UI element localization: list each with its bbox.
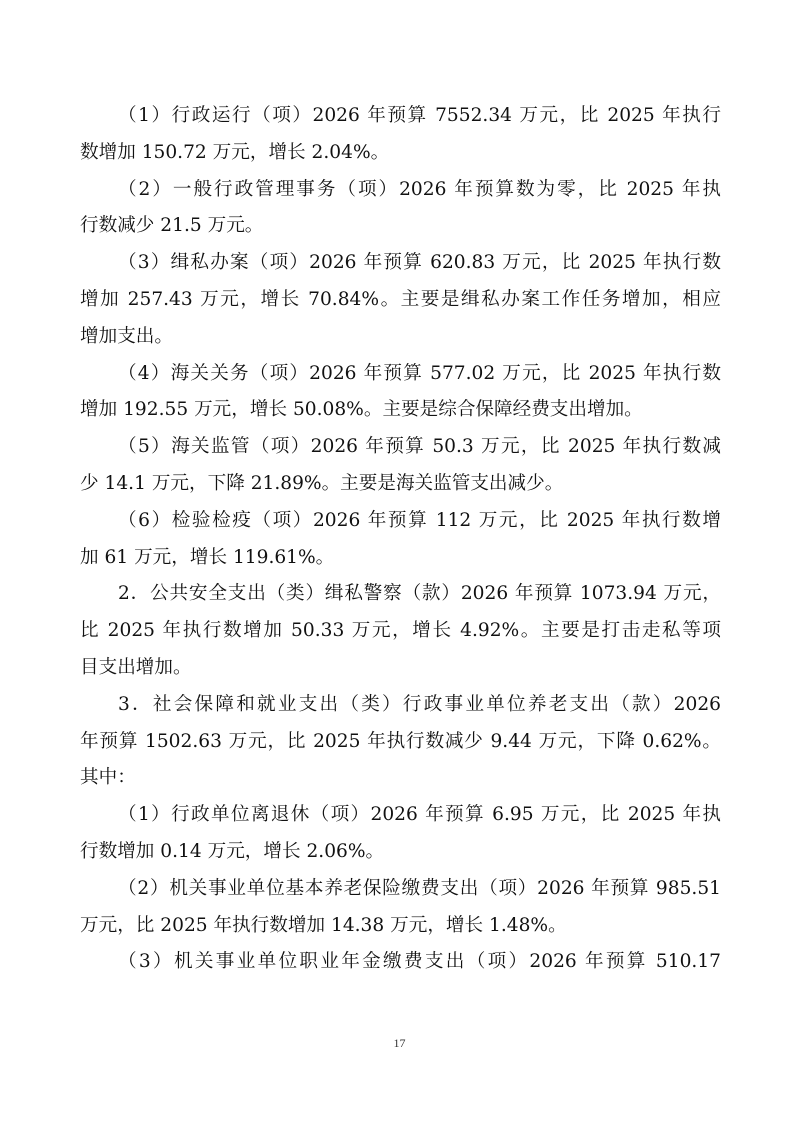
text-line: 少 14.1 万元，下降 21.89%。主要是海关监管支出减少。 — [80, 472, 564, 494]
body-text — [80, 98, 721, 981]
text-line: （3）机关事业单位职业年金缴费支出（项）2026 年预算 510.17 — [118, 951, 721, 973]
text-line: （2）机关事业单位基本养老保险缴费支出（项）2026 年预算 985.51 — [118, 877, 721, 899]
text-line: （5）海关监管（项）2026 年预算 50.3 万元，比 2025 年执行数减 — [118, 436, 721, 458]
text-line: （1）行政单位离退休（项）2026 年预算 6.95 万元，比 2025 年执 — [118, 804, 721, 826]
text-line: （2）一般行政管理事务（项）2026 年预算数为零，比 2025 年执 — [118, 178, 721, 200]
text-line: （3）缉私办案（项）2026 年预算 620.83 万元，比 2025 年执行数 — [118, 252, 721, 274]
text-line: 比 2025 年执行数增加 50.33 万元，增长 4.92%。主要是打击走私等项 — [80, 620, 721, 642]
text-line: 增加 192.55 万元，增长 50.08%。主要是综合保障经费支出增加。 — [80, 399, 643, 421]
text-line: 增加 257.43 万元，增长 70.84%。主要是缉私办案工作任务增加，相应 — [80, 288, 721, 310]
text-line: （4）海关关务（项）2026 年预算 577.02 万元，比 2025 年执行数 — [118, 362, 721, 384]
text-line: 行数增加 0.14 万元，增长 2.06%。 — [80, 840, 385, 862]
text-line: 万元，比 2025 年执行数增加 14.38 万元，增长 1.48%。 — [80, 914, 567, 936]
text-line: 2．公共安全支出（类）缉私警察（款）2026 年预算 1073.94 万元， — [118, 583, 721, 605]
text-line: 其中： — [80, 767, 136, 789]
text-line: 加 61 万元，增长 119.61%。 — [80, 546, 335, 568]
text-line: （6）检验检疫（项）2026 年预算 112 万元，比 2025 年执行数增 — [118, 509, 721, 531]
text-line: 目支出增加。 — [80, 656, 192, 678]
text-line: 行数减少 21.5 万元。 — [80, 215, 264, 237]
text-line: 增加支出。 — [80, 325, 173, 347]
text-line: 3．社会保障和就业支出（类）行政事业单位养老支出（款）2026 — [118, 693, 721, 715]
text-line: 数增加 150.72 万元，增长 2.04%。 — [80, 141, 390, 163]
text-line: （1）行政运行（项）2026 年预算 7552.34 万元，比 2025 年执行 — [118, 105, 721, 126]
page-number: 17 — [393, 1036, 406, 1050]
text-line: 年预算 1502.63 万元，比 2025 年执行数减少 9.44 万元，下降 0.62%。 — [80, 730, 721, 752]
